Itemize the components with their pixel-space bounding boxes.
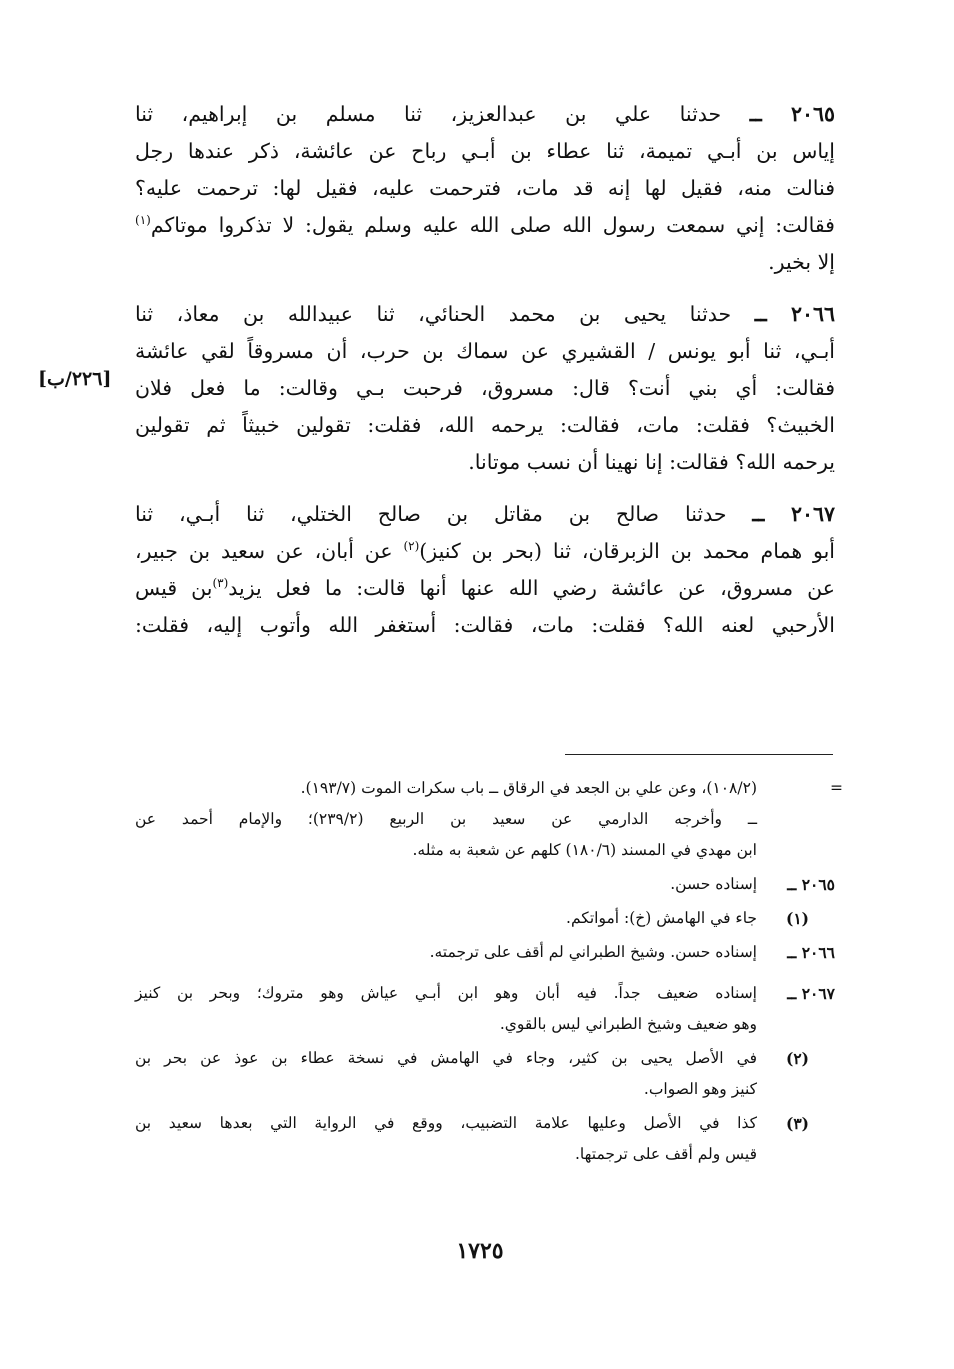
note-2066 <box>135 937 835 968</box>
footnotes <box>135 773 843 1173</box>
footnote-ref: (١) <box>135 213 151 228</box>
manuscript-folio-marker: [٢٢٦/ب] <box>38 368 112 390</box>
note-line: جاء في الهامش (خ): أمواتكم. <box>566 909 757 927</box>
note-line: في الأصل يحيى بن كثير، وجاء في الهامش في نسخة عطاء بن عوذ عن بحر بن <box>135 1049 757 1067</box>
footnote-label: (٣) <box>785 1114 809 1133</box>
text-line: ٢٠٦٦ ــ حدثنا يحيى بن محمد الحنائي، ثنا عبيدالله بن معاذ، ثنا <box>135 302 835 326</box>
continuation-mark: = <box>830 779 843 797</box>
text-line: إياس بن أبـي تميمة، ثنا عطاء بن أبـي رباح عن عائشة، ذكر عندها رجل <box>135 139 835 163</box>
note-label: ٢٠٦٥ ــ <box>787 875 835 894</box>
footnote-label: (١) <box>785 909 809 928</box>
note-continuation <box>135 773 843 866</box>
footnote-3 <box>135 1108 809 1170</box>
note-line: إسناده ضعيف جداً. فيه أبان وهو ابن أبـي عياش وهو متروك؛ وبحر بن كنيز <box>135 984 757 1002</box>
note-line: ابن مهدي في المسند (١٨٠/٦) كلهم عن شعبة به مثله. <box>412 841 757 859</box>
text-line: فنالت منه، فقيل لها إنه قد مات، فترحمت عليه، فقيل لها: ترحمت عليه؟ <box>135 176 835 200</box>
note-line: كذا في الأصل وعليها علامة التضبيب، ووقع في الرواية التي بعدها سعيد بن <box>135 1114 757 1132</box>
note-2065 <box>135 869 835 900</box>
text-line: ٢٠٦٥ ــ حدثنا علي بن عبدالعزيز، ثنا مسلم بن إبراهيم، ثنا <box>135 102 835 126</box>
footnote-ref: (٢) <box>403 539 420 554</box>
note-label: ٢٠٦٧ ــ <box>787 984 835 1003</box>
note-2067 <box>135 978 835 1040</box>
note-line: قيس ولم أقف على ترجمتها. <box>574 1145 757 1163</box>
hadith-number: ٢٠٦٥ ــ <box>749 102 835 126</box>
hadith-2066 <box>135 296 835 481</box>
text-line: الخبيث؟ فقلت: مات، فقالت: يرحمه الله، فقلت: تقولين خبيثاً ثم تقولين <box>135 413 835 437</box>
note-label: ٢٠٦٦ ــ <box>787 943 835 962</box>
page-number: ١٧٢٥ <box>456 1238 504 1264</box>
text-line: عن مسروق، عن عائشة رضي الله عنها أنها قالت: ما فعل يزيد$^{(٣)}$بن قيس <box>135 576 835 600</box>
footnote-label: (٢) <box>785 1049 809 1068</box>
text-line: يرحمه الله؟ فقالت: إنا نهينا أن نسب موتانا. <box>468 450 835 474</box>
text-line: أبو همام محمد بن الزبرقان، ثنا (بحر بن كنيز)$^{(٢)}$ عن أبان، عن سعيد بن جبير، <box>135 539 836 563</box>
footnote-ref: (٣) <box>212 576 229 591</box>
note-line: (١٠٨/٢)، وعن علي بن الجعد في الرقاق ــ باب سكرات الموت (١٩٣/٧). <box>300 779 757 797</box>
text-line: فقالت: إني سمعت رسول الله صلى الله عليه وسلم يقول: لا تذكروا موتاكم$^{(١)}$ <box>135 213 835 237</box>
hadith-2067 <box>135 496 835 644</box>
hadith-2065 <box>135 96 835 281</box>
footnote-separator <box>565 754 833 755</box>
text-line: ٢٠٦٧ ــ حدثنا صالح بن مقاتل بن صالح الختلي، ثنا أبـي، ثنا <box>135 502 835 526</box>
hadith-number: ٢٠٦٧ ــ <box>752 502 835 526</box>
footnote-2 <box>135 1043 809 1105</box>
note-line: إسناده حسن. وشيخ الطبراني لم أقف على ترجمته. <box>429 943 757 961</box>
main-text <box>135 96 835 659</box>
footnote-1 <box>135 903 809 934</box>
text-line: إلا بخير. <box>768 250 835 274</box>
note-line: كنيز وهو الصواب. <box>643 1080 757 1098</box>
text-line: فقالت: أي بني أنت؟ قال: مسروق، فرحبت بـي وقالت: ما فعل فلان <box>135 376 835 400</box>
note-line: إسناده حسن. <box>670 875 757 893</box>
text-line: الأرحبي لعنه الله؟ فقلت: مات، فقالت: أستغفر الله وأتوب إليه، فقلت: <box>135 613 835 637</box>
hadith-number: ٢٠٦٦ ــ <box>754 302 835 326</box>
text-line: أبـي، ثنا أبو يونس / القشيري عن سماك بن حرب، أن مسروقاً لقي عائشة <box>135 339 835 363</box>
note-line: ــ وأخرجه الدارمي عن سعيد بن الربيع (٢٣٩/٢)؛ والإمام أحمد عن <box>135 810 757 828</box>
note-line: وهو ضعيف وشيخ الطبراني ليس بالقوي. <box>499 1015 757 1033</box>
